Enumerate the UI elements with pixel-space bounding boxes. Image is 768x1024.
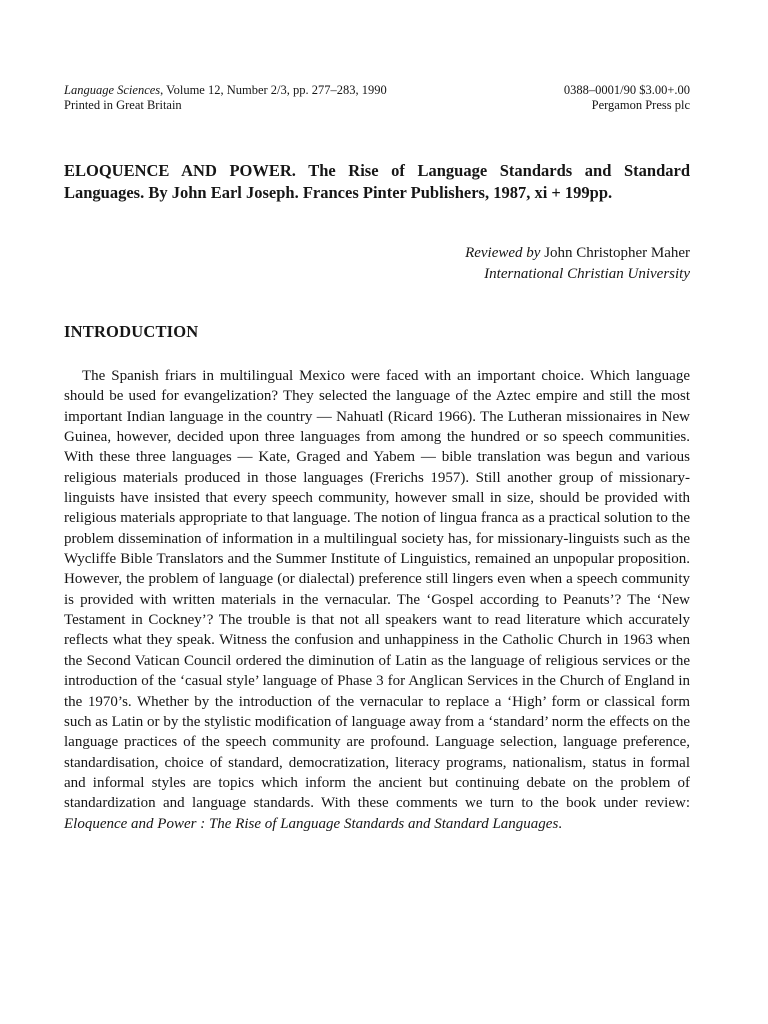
printed-in: Printed in Great Britain <box>64 98 182 112</box>
reviewer-block <box>465 243 690 285</box>
paragraph-text: The Spanish friars in multilingual Mexico were faced with an important choice. Which language should be used for evangelization? They selected the language of the Aztec empire and still the most important Indian language in the country — Nahuatl (Ricard 1966). The Lutheran missionaires in New Guinea, however, decided upon three languages from among the hundred or so speech communities. With these three languages — Kate, Graged and Yabem — bible translation was begun and various religious materials produced in those languages (Frerichs 1957). Still another group of missionary-linguists have insisted that every speech community, however small in size, should be provided with religious materials appropriate to that language. The notion of lingua franca as a practical solution to the problem dissemination of information in a multilingual society has, for missionary-linguists such as the Wycliffe Bible Translators and the Summer Institute of Linguistics, remained an unpopular proposition. However, the problem of language (or dialectal) preference still lingers even when a speech community is provided with written materials in the vernacular. The ‘Gospel according to Peanuts’? The ‘New Testament in Cockney’? The trouble is that not all speakers want to read literature which accurately reflects what they speak. Witness the confusion and unhappiness in the Catholic Church in 1963 when the Second Vatican Council ordered the diminution of Latin as the language of religious services or the introduction of the ‘casual style’ language of Phase 3 for Anglican Services in the Church of England in the 1970’s. Whether by the introduction of the vernacular to replace a ‘High’ form or classical form such as Latin or by the stylistic modification of language away from a ‘standard’ norm the effects on the language practices of the speech community are profound. Language selection, language preference, standardisation, choice of standard, democratization, literacy programs, nationalism, status in formal and informal styles are topics which inform the ancient but continuing debate on the problem of standardization and language standards. With these comments we turn to the book under review: <box>64 368 690 812</box>
journal-citation <box>64 83 387 98</box>
article-body <box>64 366 690 834</box>
journal-name: Language Sciences <box>64 83 161 97</box>
price-code: 0388–0001/90 $3.00+.00 <box>563 83 690 97</box>
publisher-name: Pergamon Press plc <box>591 98 690 112</box>
reviewer-affiliation: International Christian University <box>484 266 690 282</box>
reviewer-line <box>465 243 690 264</box>
section-heading: INTRODUCTION <box>64 322 199 341</box>
intro-paragraph <box>64 366 690 834</box>
paragraph-end: . <box>558 815 563 832</box>
review-title: ELOQUENCE AND POWER. The Rise of Language Standards and Standard Languages. By John Earl Joseph. Frances Pinter Publishers, 1987, xi + 199pp. <box>64 161 690 202</box>
header-row-top <box>64 83 690 98</box>
book-title-reference: Eloquence and Power : The Rise of Language Standards and Standard Languages <box>64 815 559 832</box>
reviewed-by-label: Reviewed by <box>465 245 541 261</box>
header-row-bottom <box>64 98 690 113</box>
reviewer-name: John Christopher Maher <box>540 245 690 261</box>
volume-info: , Volume 12, Number 2/3, pp. 277–283, 1990 <box>160 83 387 97</box>
journal-header <box>64 83 690 113</box>
